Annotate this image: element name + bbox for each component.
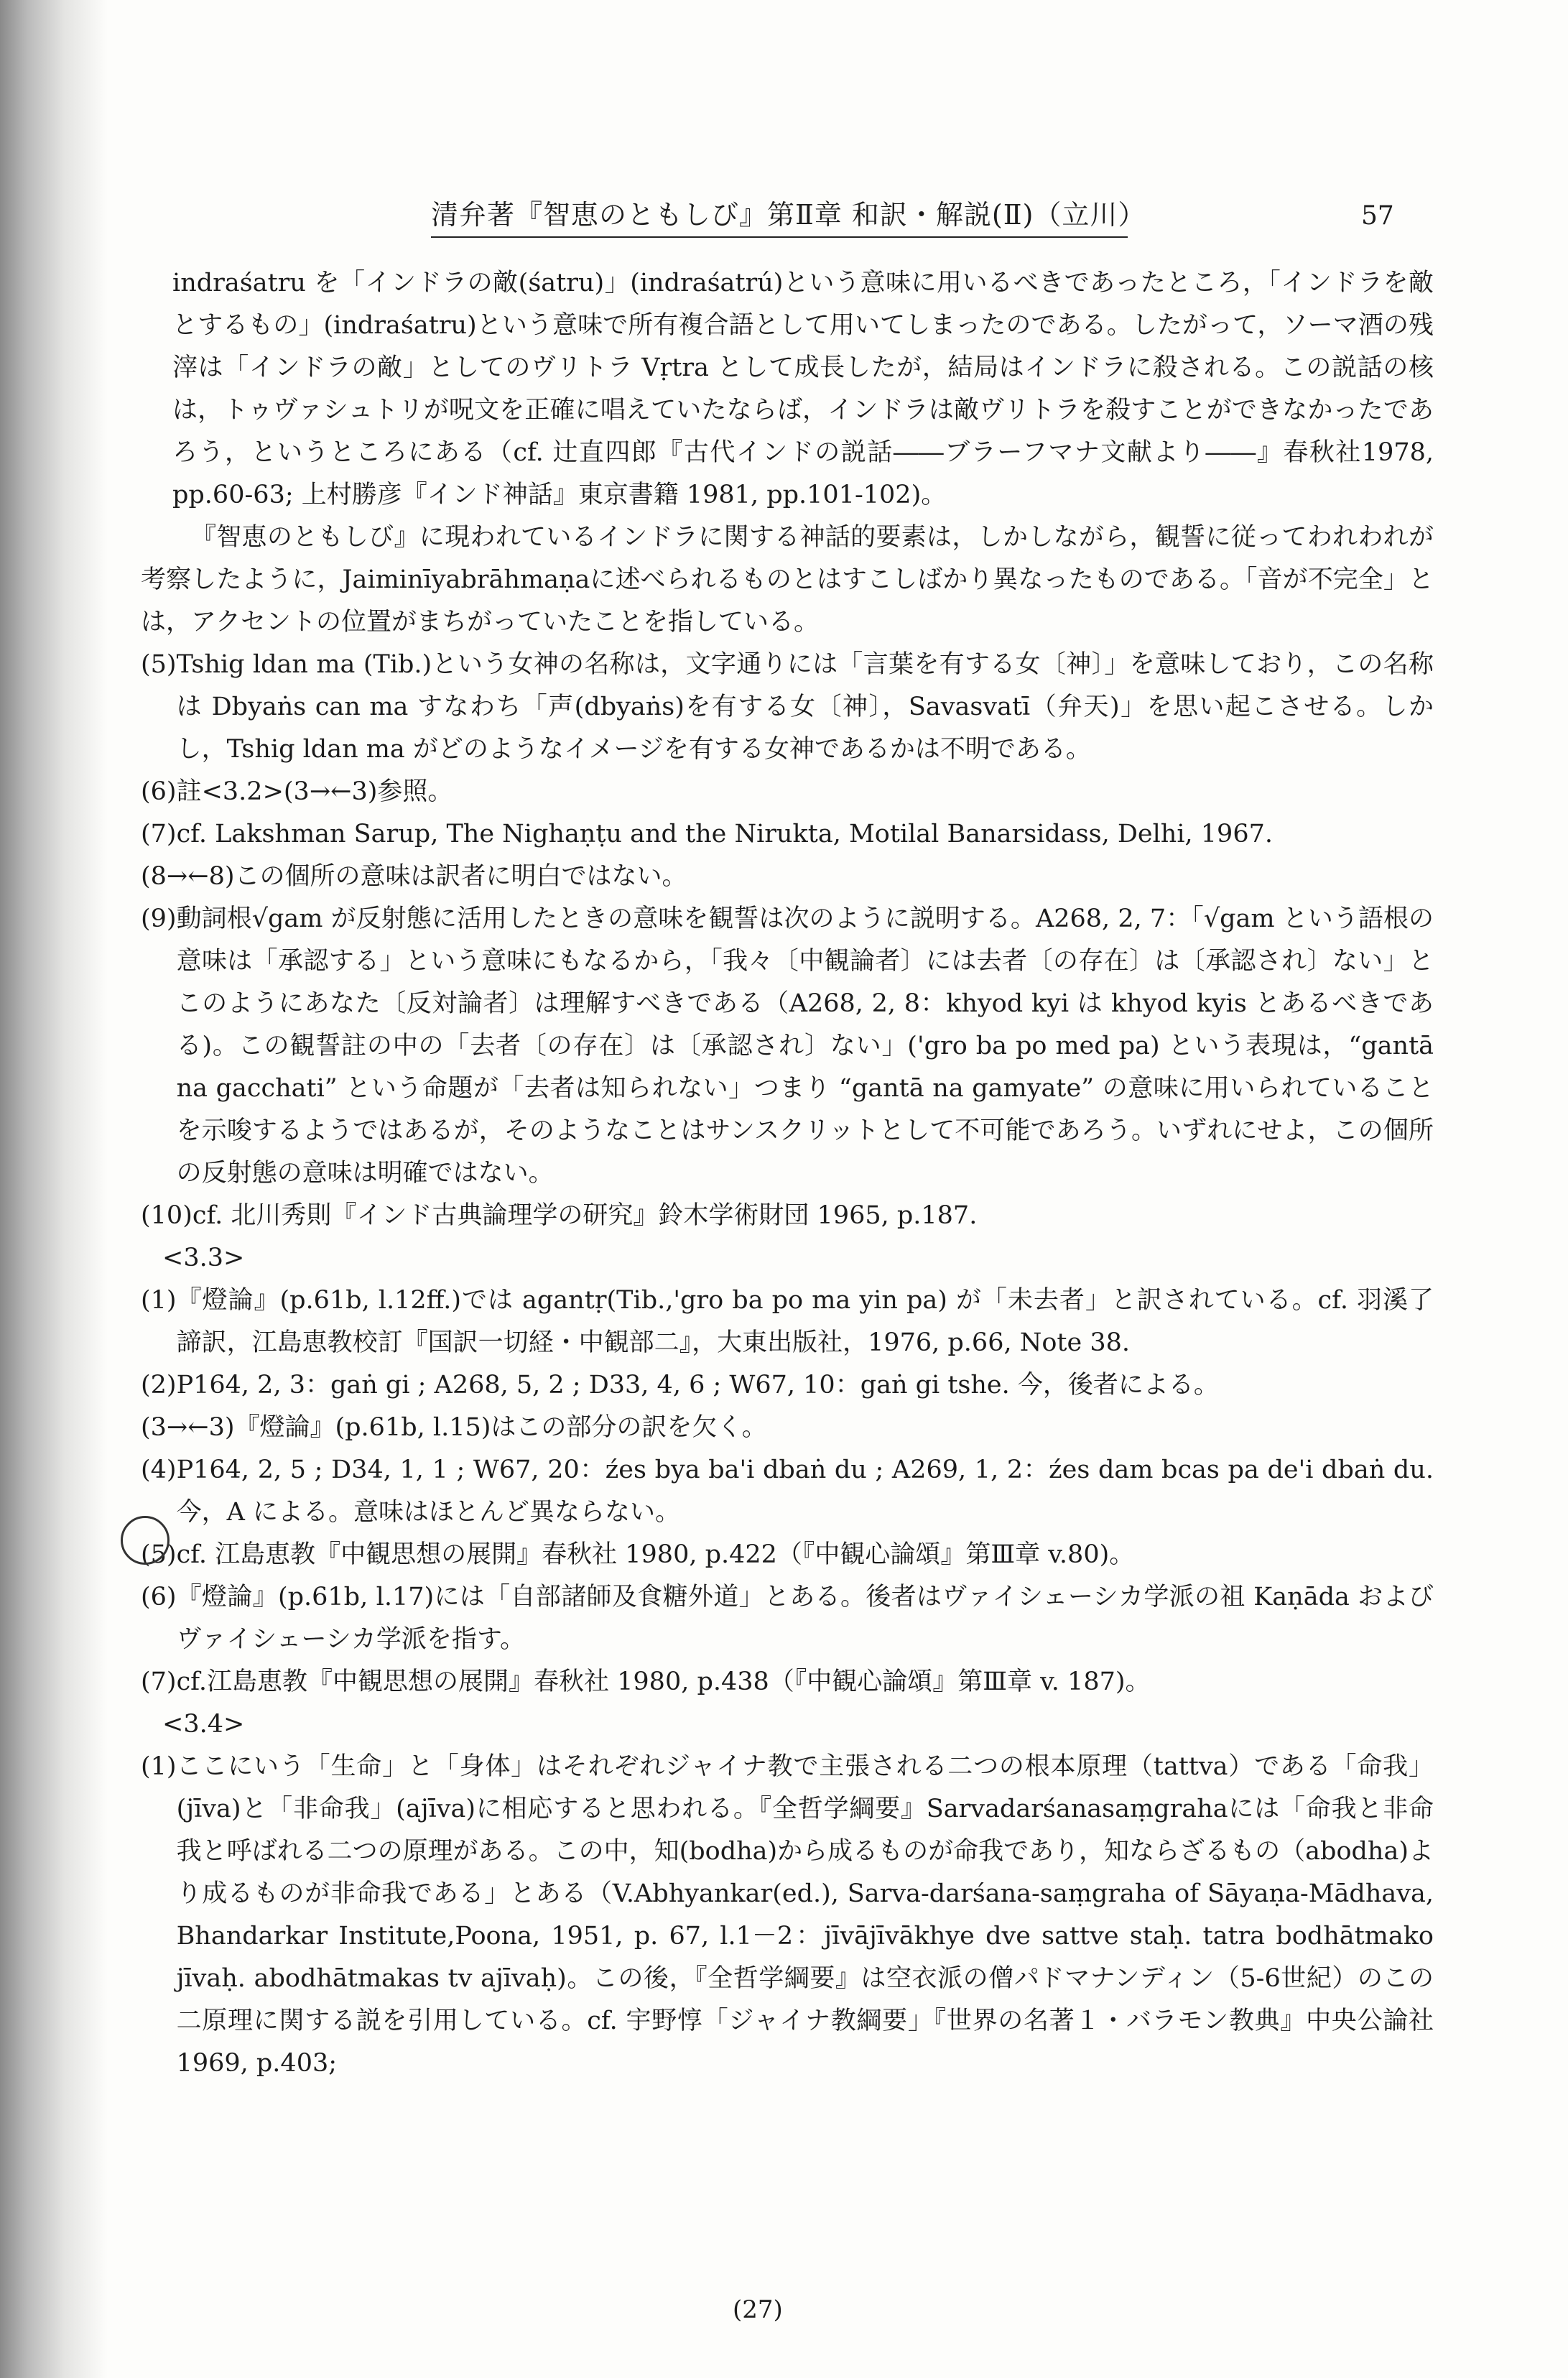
note-number: (7) [141, 820, 177, 848]
note-item [141, 644, 1434, 771]
note-text: 『燈論』(p.61b, l.12ff.)では agantṛ(Tib.,'gro ba po ma yin pa) が「未去者」と訳されている。cf. 羽溪了諦訳，江島恵教校訂『国訳一切経・中観部二』，大東出版社，1976, p.66, Note 38. [176, 1286, 1434, 1357]
note-text: ここにいう「生命」と「身体」はそれぞれジャイナ教で主張される二つの根本原理（tattva）である「命我」(jīva)と「非命我」(ajīva)に相応すると思われる。『全哲学綱要』Sarvadarśanasaṃgrahaには「命我と非命我と呼ばれる二つの原理がある。この中，知(bodha)から成るものが命我であり，知ならざるもの（abodha)より成るものが非命我である」とある（V.Abhyankar(ed.), Sarva-darśana-saṃgraha of Sāyaṇa-Mādhava, Bhandarkar Institute,Poona, 1951, p. 67, l.1－2：jīvājīvākhye dve sattve staḥ. tatra bodhātmako jīvaḥ. abodhātmakas tv ajīvaḥ)。この後，『全哲学綱要』は空衣派の僧パドマナンディン（5-6世紀）のこの二原理に関する説を引用している。cf. 宇野惇「ジャイナ教綱要」『世界の名著１・バラモン教典』中央公論社1969, p.403; [176, 1752, 1434, 2078]
note-text: cf. 北川秀則『インド古典論理学の研究』鈴木学術財団 1965, p.187. [192, 1201, 978, 1230]
paragraph-1: indraśatru を「インドラの敵(śatru)」(indraśatrú)という意味に用いるべきであったところ，「インドラを敵とするもの」(indraśatru)という意味で所有複合語として用いてしまったのである。したがって，ソーマ酒の残滓は「インドラの敵」としてのヴリトラ Vṛtra として成長したが，結局はインドラに殺される。この説話の核は，トゥヴァシュトリが呪文を正確に唱えていたならば，インドラは敵ヴリトラを殺すことができなかったであろう，というところにある（cf. 辻直四郎『古代インドの説話――ブラーフマナ文献より――』春秋社1978, pp.60-63; 上村勝彦『インド神話』東京書籍 1981, pp.101-102)。 [172, 269, 1434, 509]
handwritten-circle-mark [121, 1516, 170, 1565]
note-number: (1) [141, 1286, 177, 1315]
note-text: P164, 2, 3：gaṅ gi ; A268, 5, 2 ; D33, 4, 6 ; W67, 10：gaṅ gi tshe. 今，後者による。 [176, 1371, 1219, 1399]
note-text: P164, 2, 5 ; D34, 1, 1 ; W67, 20：źes bya ba'i dbaṅ du ; A269, 1, 2：źes dam bcas pa de'i dbaṅ du. 今，A による。意味はほとんど異ならない。 [176, 1456, 1434, 1527]
note-text: cf.江島恵教『中観思想の展開』春秋社 1980, p.438（『中観心論頌』第Ⅲ章 v. 187)。 [176, 1667, 1151, 1696]
note-item [141, 898, 1434, 1195]
note-item [141, 1195, 1434, 1237]
note-item [141, 771, 1434, 813]
note-text: 『燈論』(p.61b, l.17)には「自部諸師及食糖外道」とある。後者はヴァイシェーシカ学派の祖 Kaṇāda およびヴァイシェーシカ学派を指す。 [176, 1583, 1434, 1654]
footer-page-number: (27) [733, 2295, 783, 2324]
page-body [141, 262, 1434, 2085]
note-text: 動詞根√gam が反射態に活用したときの意味を観誓は次のように説明する。A268, 2, 7：「√gam という語根の意味は「承認する」という意味にもなるから，「我々〔中観論者〕には去者〔の存在〕は〔承認され〕ない」とこのようにあなた〔反対論者〕は理解すべきである（A268, 2, 8：khyod kyi は khyod kyis とあるべきである)。この観誓註の中の「去者〔の存在〕は〔承認され〕ない」('gro ba po med pa) という表現は，“gantā na gacchati” という命題が「去者は知られない」つまり “gantā na gamyate” の意味に用いられていることを示唆するようではあるが，そのようなことはサンスクリットとして不可能であろう。いずれにせよ，この個所の反射態の意味は明確ではない。 [176, 905, 1434, 1188]
note-item [141, 1746, 1434, 2085]
scan-edge-shadow [0, 0, 108, 2378]
note-number: (8→←8) [141, 862, 235, 891]
note-text: cf. 江島恵教『中観思想の展開』春秋社 1980, p.422（『中観心論頌』第Ⅲ章 v.80)。 [176, 1540, 1135, 1569]
note-number: (9) [141, 905, 177, 933]
note-item [141, 813, 1434, 856]
note-item [141, 1449, 1434, 1534]
note-item [141, 1576, 1434, 1661]
note-item [141, 1534, 1434, 1576]
page-number: 57 [1361, 201, 1394, 231]
note-number: (10) [141, 1201, 192, 1230]
note-number: (4) [141, 1456, 177, 1484]
note-text: 註<3.2>(3→←3)参照。 [176, 777, 453, 806]
note-number: (3→←3) [141, 1413, 235, 1442]
note-number: (6) [141, 777, 177, 806]
note-number: (7) [141, 1667, 177, 1696]
section-heading-3-4: <3.4> [162, 1710, 245, 1739]
note-text: Tshig ldan ma (Tib.)という女神の名称は，文字通りには「言葉を有する女〔神〕」を意味しており，この名称は Dbyaṅs can ma すなわち「声(dbyaṅs)を有する女〔神〕，Savasvatī（弁天)」を思い起こさせる。しかし，Tshig ldan ma がどのようなイメージを有する女神であるかは不明である。 [176, 650, 1434, 764]
note-item [141, 1407, 1434, 1449]
note-text: cf. Lakshman Sarup, The Nighaṇṭu and the Nirukta, Motilal Banarsidass, Delhi, 1967. [176, 820, 1273, 848]
note-item [141, 1661, 1434, 1703]
note-item [141, 1280, 1434, 1364]
note-text: 『燈論』(p.61b, l.15)はこの部分の訳を欠く。 [234, 1413, 767, 1442]
note-number: (6) [141, 1583, 177, 1611]
note-text: この個所の意味は訳者に明白ではない。 [234, 862, 687, 891]
paragraph-2: 『智恵のともしび』に現われているインドラに関する神話的要素は，しかしながら，観誓に従ってわれわれが考察したように，Jaiminīyabrāhmaṇaに述べられるものとはすこしばかり異なったものである。「音が不完全」とは，アクセントの位置がまちがっていたことを指している。 [141, 523, 1434, 637]
note-number: (1) [141, 1752, 177, 1781]
note-item [141, 1364, 1434, 1407]
running-header: 清弁著『智恵のともしび』第Ⅱ章 和訳・解説(Ⅱ)（立川） [431, 193, 1128, 238]
note-number: (2) [141, 1371, 177, 1399]
note-number: (5) [141, 650, 177, 679]
note-item [141, 856, 1434, 898]
note-number: (5) [141, 1540, 177, 1569]
section-heading-3-3: <3.3> [162, 1244, 245, 1272]
